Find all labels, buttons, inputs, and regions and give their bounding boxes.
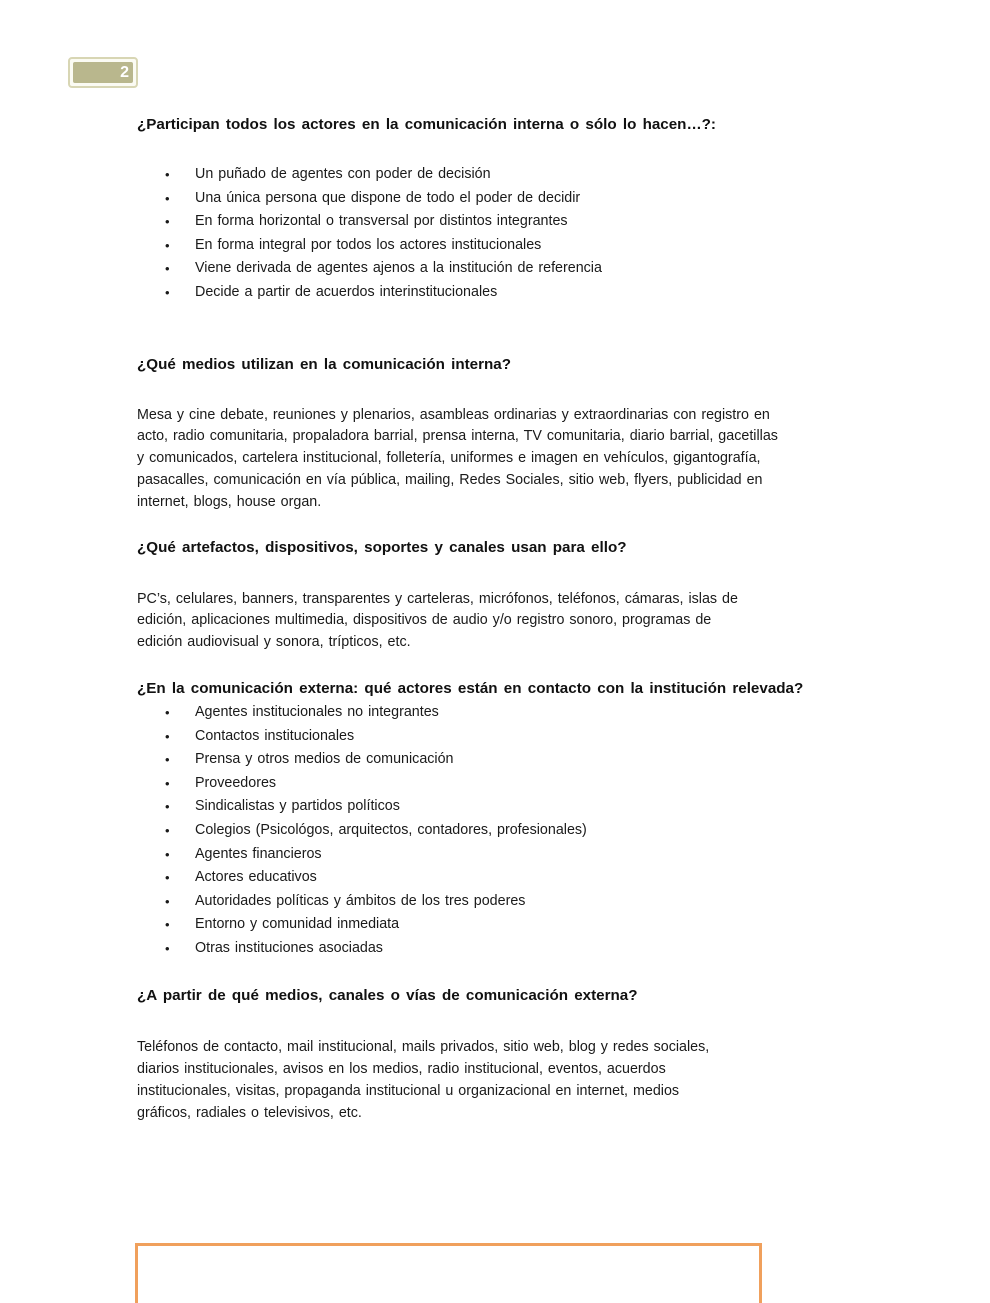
footer-frame [135,1243,762,1303]
question-internal-media: ¿Qué medios utilizan en la comunicación interna? [137,355,512,373]
bullet-icon: • [165,261,170,277]
page-number: 2 [73,62,133,83]
question-internal-actors: ¿Participan todos los actores en la comunicación interna o sólo lo hacen…?: [137,116,716,133]
list-item: • Proveedores [137,772,857,796]
list-item: • Viene derivada de agentes ajenos a la institución de referencia [137,257,857,281]
list-item: • Agentes financieros [137,843,857,867]
list-item: • En forma integral por todos los actores institucionales [137,234,857,258]
paragraph-line: diarios institucionales, avisos en los medios, radio institucional, eventos, acuerdos [137,1061,666,1078]
question-devices: ¿Qué artefactos, dispositivos, soportes y canales usan para ello? [137,538,627,556]
bullet-icon: • [165,870,170,886]
list-item: • Sindicalistas y partidos políticos [137,795,857,819]
paragraph-line: internet, blogs, house organ. [137,493,322,510]
list-item: • Prensa y otros medios de comunicación [137,748,857,772]
paragraph-line: Mesa y cine debate, reuniones y plenarios, asambleas ordinarias y extraordinarias con registro en [137,406,770,423]
bullet-icon: • [165,728,170,744]
paragraph-line: y comunicados, cartelera institucional, folletería, uniformes e imagen en vehículos, gigantografía, [137,450,761,467]
paragraph-line: PC’s, celulares, banners, transparentes y carteleras, micrófonos, teléfonos, cámaras, islas de [137,590,738,607]
list-item: • Una única persona que dispone de todo el poder de decidir [137,187,857,211]
list-item: • Decide a partir de acuerdos interinstitucionales [137,281,857,305]
bullet-icon: • [165,752,170,768]
paragraph-line: Teléfonos de contacto, mail institucional, mails privados, sitio web, blog y redes sociales, [137,1039,710,1056]
document-body [137,114,857,1125]
bullet-icon: • [165,940,170,956]
paragraph-line: edición audiovisual y sonora, trípticos, etc. [137,634,411,651]
bullet-icon: • [165,775,170,791]
list-item: • Agentes institucionales no integrantes [137,701,857,725]
list-item: • En forma horizontal o transversal por distintos integrantes [137,210,857,234]
list-item: • Contactos institucionales [137,725,857,749]
list-item: • Actores educativos [137,866,857,890]
bullet-icon: • [165,917,170,933]
bullet-icon: • [165,190,170,206]
paragraph-line: gráficos, radiales o televisivos, etc. [137,1104,362,1121]
paragraph-line: edición, aplicaciones multimedia, dispositivos de audio y/o registro sonoro, programas de [137,612,712,629]
bullet-icon: • [165,237,170,253]
question-external-actors: ¿En la comunicación externa: qué actores están en contacto con la institución relevada? [137,679,804,697]
paragraph-line: institucionales, visitas, propaganda institucional u organizacional en internet, medios [137,1083,680,1100]
bullet-icon: • [165,799,170,815]
bullet-icon: • [165,893,170,909]
paragraph-line: pasacalles, comunicación en vía pública, mailing, Redes Sociales, sitio web, flyers, publicidad en [137,471,763,488]
internal-actors-list [137,163,857,305]
bullet-icon: • [165,284,170,300]
internal-media-paragraph [137,405,857,514]
list-item: • Entorno y comunidad inmediata [137,913,857,937]
list-item: • Otras instituciones asociadas [137,937,857,961]
external-actors-list [137,701,857,961]
bullet-icon: • [165,167,170,182]
bullet-icon: • [165,822,170,838]
list-item: • Autoridades políticas y ámbitos de los tres poderes [137,890,857,914]
list-item: • Un puñado de agentes con poder de decisión [137,163,857,187]
bullet-icon: • [165,704,170,720]
page-number-badge [68,57,138,88]
list-item: • Colegios (Psicológos, arquitectos, contadores, profesionales) [137,819,857,843]
paragraph-line: acto, radio comunitaria, propaladora barrial, prensa interna, TV comunitaria, diario barrial, gacetillas [137,428,778,445]
bullet-icon: • [165,846,170,862]
external-channels-paragraph [137,1037,857,1124]
question-external-channels: ¿A partir de qué medios, canales o vías de comunicación externa? [137,987,638,1005]
bullet-icon: • [165,214,170,230]
devices-paragraph [137,589,857,654]
